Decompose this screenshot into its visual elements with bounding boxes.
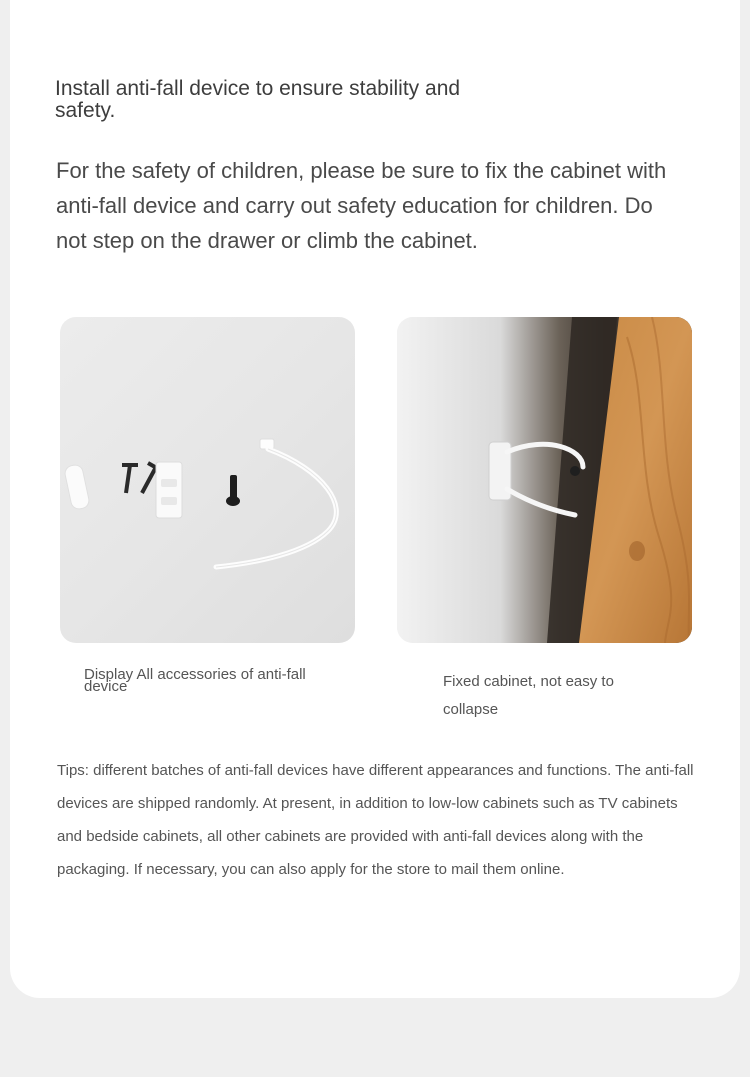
safety-intro-text: For the safety of children, please be sure to fix the cabinet with anti-fall device and carry out safety education for children. Do not step on the drawer or climb the cabinet. bbox=[56, 158, 667, 253]
fixed-cabinet-caption: Fixed cabinet, not easy to collapse bbox=[443, 673, 614, 718]
section-heading: Install anti-fall device to ensure stability and safety. bbox=[55, 77, 461, 122]
accessories-caption: Display All accessories of anti-fall device bbox=[84, 666, 306, 695]
accessories-photo bbox=[60, 317, 355, 643]
fixed-cabinet-photo bbox=[397, 317, 692, 643]
bracket-plate-shape bbox=[156, 462, 182, 518]
content-card bbox=[10, 0, 740, 998]
wall-plug-shape bbox=[64, 464, 91, 511]
bolt-shape bbox=[226, 475, 240, 506]
tips-text: Tips: different batches of anti-fall devices have different appearances and functions. The anti-fall devices are shipped randomly. At present, in addition to low-low cabinets such as TV cabinets and bedside cabinets, all other cabinets are provided with anti-fall devices along with the packaging. If necessary, you can also apply for the store to mail them online. bbox=[57, 762, 694, 878]
